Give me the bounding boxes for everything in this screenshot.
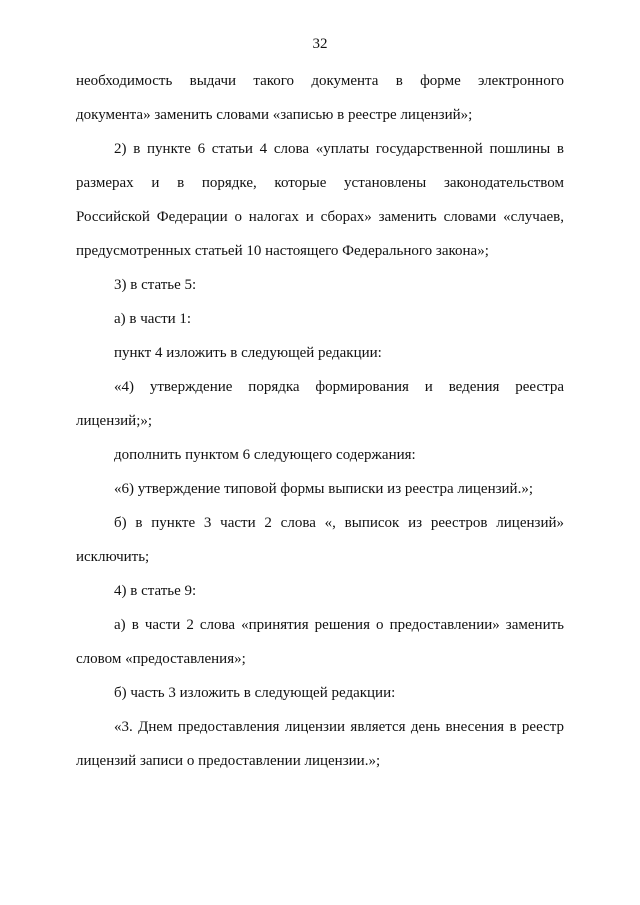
text-line: 3) в статье 5:: [114, 277, 197, 293]
text-line: а) в части 2 слова «принятия решения о предоставлении» заменить: [114, 617, 564, 633]
text-line: лицензий записи о предоставлении лицензии.»;: [76, 753, 381, 769]
text-line: «3. Днем предоставления лицензии является день внесения в реестр: [114, 719, 564, 735]
text-line: б) часть 3 изложить в следующей редакции:: [114, 685, 396, 701]
text-line: «4) утверждение порядка формирования и ведения реестра: [114, 379, 564, 395]
page-number: 32: [312, 36, 328, 52]
text-line: предусмотренных статьей 10 настоящего Федерального закона»;: [76, 243, 489, 259]
text-line: словом «предоставления»;: [76, 651, 246, 667]
text-line: 4) в статье 9:: [114, 583, 197, 599]
text-line: пункт 4 изложить в следующей редакции:: [114, 345, 382, 361]
text-line: «6) утверждение типовой формы выписки из реестра лицензий.»;: [114, 481, 534, 497]
text-line: а) в части 1:: [114, 311, 192, 327]
text-line: б) в пункте 3 части 2 слова «, выписок из реестров лицензий»: [114, 515, 564, 531]
text-line: лицензий;»;: [76, 413, 153, 429]
document-body: [76, 64, 564, 778]
text-line: Российской Федерации о налогах и сборах» заменить словами «случаев,: [76, 209, 564, 225]
text-line: документа» заменить словами «записью в реестре лицензий»;: [76, 107, 473, 123]
text-line: необходимость выдачи такого документа в форме электронного: [76, 73, 564, 89]
text-line: 2) в пункте 6 статьи 4 слова «уплаты государственной пошлины в: [114, 141, 564, 157]
text-line: дополнить пунктом 6 следующего содержания:: [114, 447, 416, 463]
text-line: размерах и в порядке, которые установлены законодательством: [76, 175, 564, 191]
text-line: исключить;: [76, 549, 150, 565]
